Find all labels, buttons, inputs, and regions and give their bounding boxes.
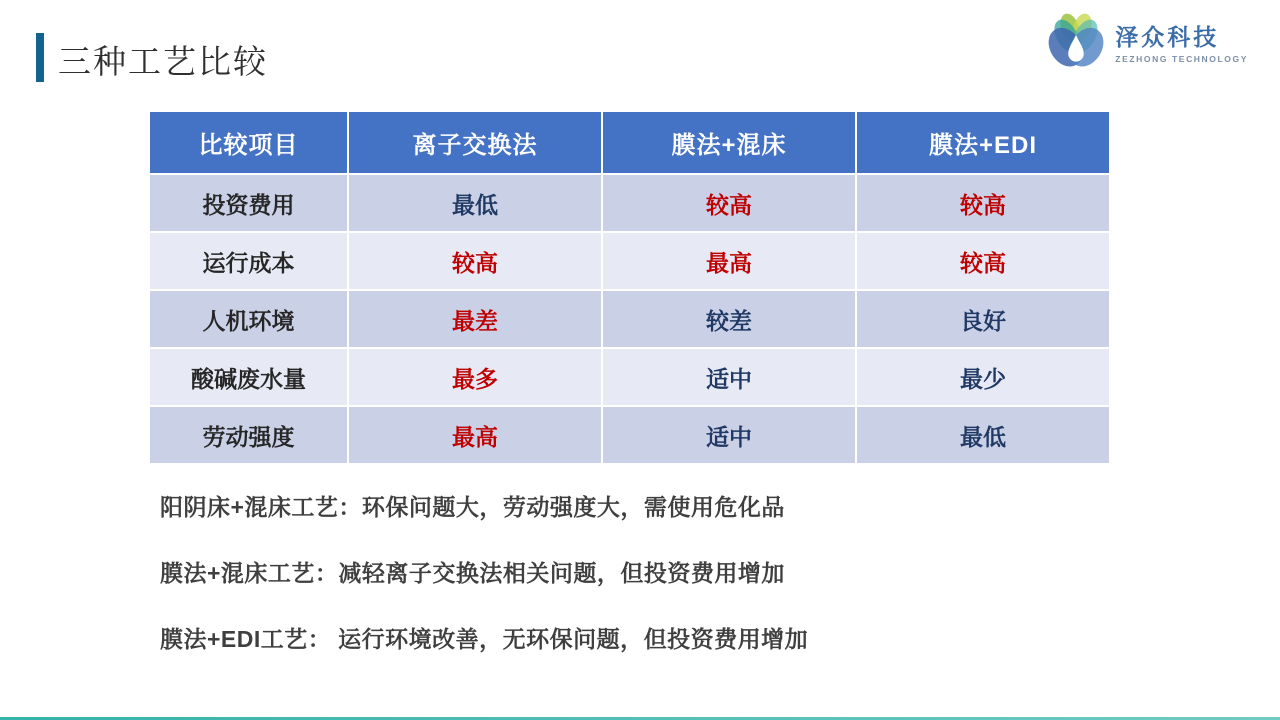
process-comparison-table [150, 112, 1109, 463]
table-header-ion-exchange [349, 112, 601, 173]
cell-value: 较高 [706, 191, 752, 218]
header-label: 膜法+混床 [671, 132, 787, 159]
table-cell [603, 349, 855, 405]
table-cell [857, 407, 1109, 463]
table-header-membrane-mixed-bed [603, 112, 855, 173]
row-label: 酸碱废水量 [191, 365, 306, 392]
table-cell [857, 349, 1109, 405]
table-cell [603, 291, 855, 347]
cell-value: 较高 [960, 249, 1006, 276]
table-cell [349, 291, 601, 347]
note-line-2: 膜法+混床工艺：减轻离子交换法相关问题，但投资费用增加 [160, 560, 785, 586]
row-label: 运行成本 [202, 249, 295, 276]
table-cell [349, 175, 601, 231]
note-line-1: 阳阴床+混床工艺：环保问题大，劳动强度大，需使用危化品 [160, 494, 785, 520]
note-line-3: 膜法+EDI工艺： 运行环境改善，无环保问题，但投资费用增加 [160, 626, 809, 652]
cell-value: 较高 [960, 191, 1006, 218]
table-cell [857, 291, 1109, 347]
cell-value: 最低 [960, 423, 1006, 450]
header-label: 离子交换法 [412, 132, 538, 159]
table-row-label [150, 407, 347, 463]
logo-company-name: 泽众科技 [1115, 23, 1220, 50]
company-logo [1043, 8, 1248, 74]
table-cell [349, 233, 601, 289]
title-accent-bar [36, 33, 44, 82]
cell-value: 较差 [706, 307, 752, 334]
cell-value: 最多 [452, 365, 498, 392]
row-label: 人机环境 [202, 307, 295, 334]
process-notes [160, 489, 808, 687]
table-cell [857, 175, 1109, 231]
table-row-label [150, 349, 347, 405]
table-cell [857, 233, 1109, 289]
table-cell [603, 233, 855, 289]
cell-value: 适中 [706, 423, 752, 450]
table-cell [603, 175, 855, 231]
cell-value: 最高 [706, 249, 752, 276]
cell-value: 最差 [452, 307, 498, 334]
table-cell [603, 407, 855, 463]
cell-value: 良好 [960, 307, 1006, 334]
table-row-label [150, 233, 347, 289]
cell-value: 最低 [452, 191, 498, 218]
header-label: 膜法+EDI [928, 132, 1038, 159]
header-label: 比较项目 [198, 132, 299, 159]
table-row-label [150, 175, 347, 231]
logo-text [1115, 19, 1248, 64]
cell-value: 最高 [452, 423, 498, 450]
table-cell [349, 349, 601, 405]
page-title: 三种工艺比较 [58, 43, 268, 80]
row-label: 劳动强度 [202, 423, 295, 450]
lotus-drop-logo-icon [1043, 8, 1109, 74]
cell-value: 较高 [452, 249, 498, 276]
table-header-item [150, 112, 347, 173]
table-row-label [150, 291, 347, 347]
table-cell [349, 407, 601, 463]
cell-value: 最少 [960, 365, 1006, 392]
table-header-membrane-edi [857, 112, 1109, 173]
row-label: 投资费用 [202, 191, 295, 218]
cell-value: 适中 [706, 365, 752, 392]
logo-tagline: ZEZHONG TECHNOLOGY [1115, 53, 1248, 64]
